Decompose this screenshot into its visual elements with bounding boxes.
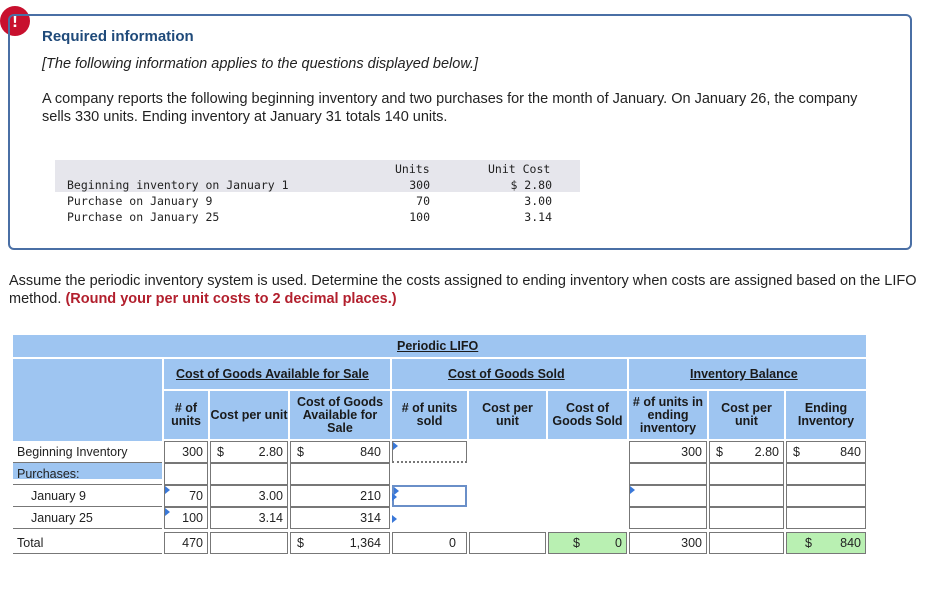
col-header-units: # of units [164,391,208,439]
given-row-label: Purchase on January 9 [67,194,213,208]
question-body: Assume the periodic inventory system is used. Determine the costs assigned to ending inventory when costs are assigned based on the LIFO method. [9,273,917,307]
beginning-end-units-cell [629,441,707,463]
purchases-units-cell [164,463,208,485]
col-header-units-ending: # of units in ending inventory [629,391,707,439]
col-header-sold-cost-per-unit: Cost per unit [469,391,546,439]
total-end-units: 300 [681,536,702,550]
jan9-cost-input[interactable] [210,485,288,507]
row-purchases-label: Purchases: [17,467,80,481]
beginning-cogas-cell [290,441,390,463]
input-marker-icon [393,442,398,450]
jan9-end-inv-cell [786,485,866,507]
beginning-end-cost-cell [709,441,784,463]
given-header-units: Units [395,162,430,176]
jan9-units: 70 [189,489,203,503]
purchases-end-units-cell [629,463,707,485]
row-label-beginning [13,441,162,463]
jan9-end-cost-cell [709,485,784,507]
group-sold [392,359,627,389]
row-beginning-label: Beginning Inventory [17,445,128,459]
jan9-units-input[interactable] [164,485,208,507]
jan25-end-inv-cell [786,507,866,529]
beginning-end-cost-dollar: $ [716,445,723,459]
given-header-row [55,160,580,176]
total-cogas-dollar: $ [297,536,304,550]
given-row-cost: 3.00 [524,194,552,208]
total-end-inv-cell [786,532,866,554]
beginning-end-inv-cell [786,441,866,463]
col-header-units-sold: # of units sold [392,391,467,439]
given-row-units: 70 [416,194,430,208]
total-units-cell [164,532,208,554]
row-jan9-label: January 9 [31,489,86,503]
group-sold-label: Cost of Goods Sold [448,367,565,381]
beginning-cogas: 840 [360,445,381,459]
group-balance [629,359,866,389]
beginning-units-cell [164,441,208,463]
beginning-sold-cost-empty [469,441,546,463]
jan25-cogas: 314 [360,511,381,525]
total-cost-cell [210,532,288,554]
jan25-cost: 3.14 [258,511,283,525]
total-cogs-dollar: $ [573,536,580,550]
row-total-label: Total [17,536,44,550]
given-row [55,192,580,208]
purchases-cogas-cell [290,463,390,485]
jan25-units: 100 [182,511,203,525]
jan9-cogas: 210 [360,489,381,503]
input-marker-icon [392,515,397,523]
beginning-cogas-dollar: $ [297,445,304,459]
info-title: Required information [42,28,194,45]
beginning-cost-cell [210,441,288,463]
total-end-cost-cell [709,532,784,554]
given-row [55,176,580,192]
jan25-end-units-cell [629,507,707,529]
given-row-units: 300 [409,178,430,192]
col-header-cogas: Cost of Goods Available for Sale [290,391,390,439]
jan25-cogas-cell [290,507,390,529]
given-row-label: Beginning inventory on January 1 [67,178,289,192]
col-header-ending-inventory: Ending Inventory [786,391,866,439]
purchases-cost-cell [210,463,288,485]
group-available [164,359,390,389]
alert-icon: ! [0,6,30,36]
jan9-units-sold-input[interactable] [392,485,467,507]
question-emphasis: (Round your per unit costs to 2 decimal places.) [65,291,397,307]
col-header-cogs: Cost of Goods Sold [548,391,627,439]
row-label-total [13,532,162,554]
total-cogas: 1,364 [349,536,381,550]
jan9-cost: 3.00 [258,489,283,503]
total-cogs-cell [548,532,627,554]
total-units: 470 [182,536,203,550]
col-header-cost-per-unit: Cost per unit [210,391,288,439]
given-row-label: Purchase on January 25 [67,210,220,224]
total-sold-cost-cell [469,532,546,554]
jan9-end-units-input[interactable] [629,485,707,507]
row-label-purchases [13,463,162,485]
total-cogs: 0 [615,536,622,550]
row-label-jan25 [13,507,162,529]
col-header-bal-cost-per-unit: Cost per unit [709,391,784,439]
jan25-end-cost-cell [709,507,784,529]
beginning-units: 300 [182,445,203,459]
row-jan25-label: January 25 [31,511,93,525]
given-row-cost: $ 2.80 [510,178,552,192]
total-end-inv: 840 [840,536,861,550]
beginning-end-cost: 2.80 [754,445,779,459]
beginning-cost-dollar: $ [217,445,224,459]
total-units-sold-cell [392,532,467,554]
given-row [55,208,580,224]
purchases-end-cost-cell [709,463,784,485]
given-header-unit-cost: Unit Cost [488,162,551,176]
input-marker-icon [392,493,397,501]
total-units-sold: 0 [449,536,456,550]
info-note: [The following information applies to the questions displayed below.] [42,56,479,72]
group-balance-label: Inventory Balance [690,367,798,381]
row-label-jan9 [13,485,162,507]
input-marker-icon [630,486,635,494]
beginning-end-inv: 840 [840,445,861,459]
total-cogas-cell [290,532,390,554]
given-row-units: 100 [409,210,430,224]
beginning-cogs-empty [548,441,627,463]
beginning-units-sold-input[interactable] [392,441,467,463]
jan9-cogas-cell [290,485,390,507]
jan25-units-input[interactable] [164,507,208,529]
beginning-cost: 2.80 [258,445,283,459]
info-text: A company reports the following beginning inventory and two purchases for the month of January. On January 26, the company sells 330 units. Ending inventory at January 31 totals 140 units. [42,91,858,125]
total-end-units-cell [629,532,707,554]
table-title-bar [13,335,866,357]
beginning-end-inv-dollar: $ [793,445,800,459]
total-end-inv-dollar: $ [805,536,812,550]
jan25-cost-input[interactable] [210,507,288,529]
input-marker-icon [165,486,170,494]
input-marker-icon [165,508,170,516]
beginning-end-units: 300 [681,445,702,459]
table-title: Periodic LIFO [397,339,479,353]
given-row-cost: 3.14 [524,210,552,224]
question-text [9,272,939,308]
purchases-end-inv-cell [786,463,866,485]
group-available-label: Cost of Goods Available for Sale [176,367,369,381]
